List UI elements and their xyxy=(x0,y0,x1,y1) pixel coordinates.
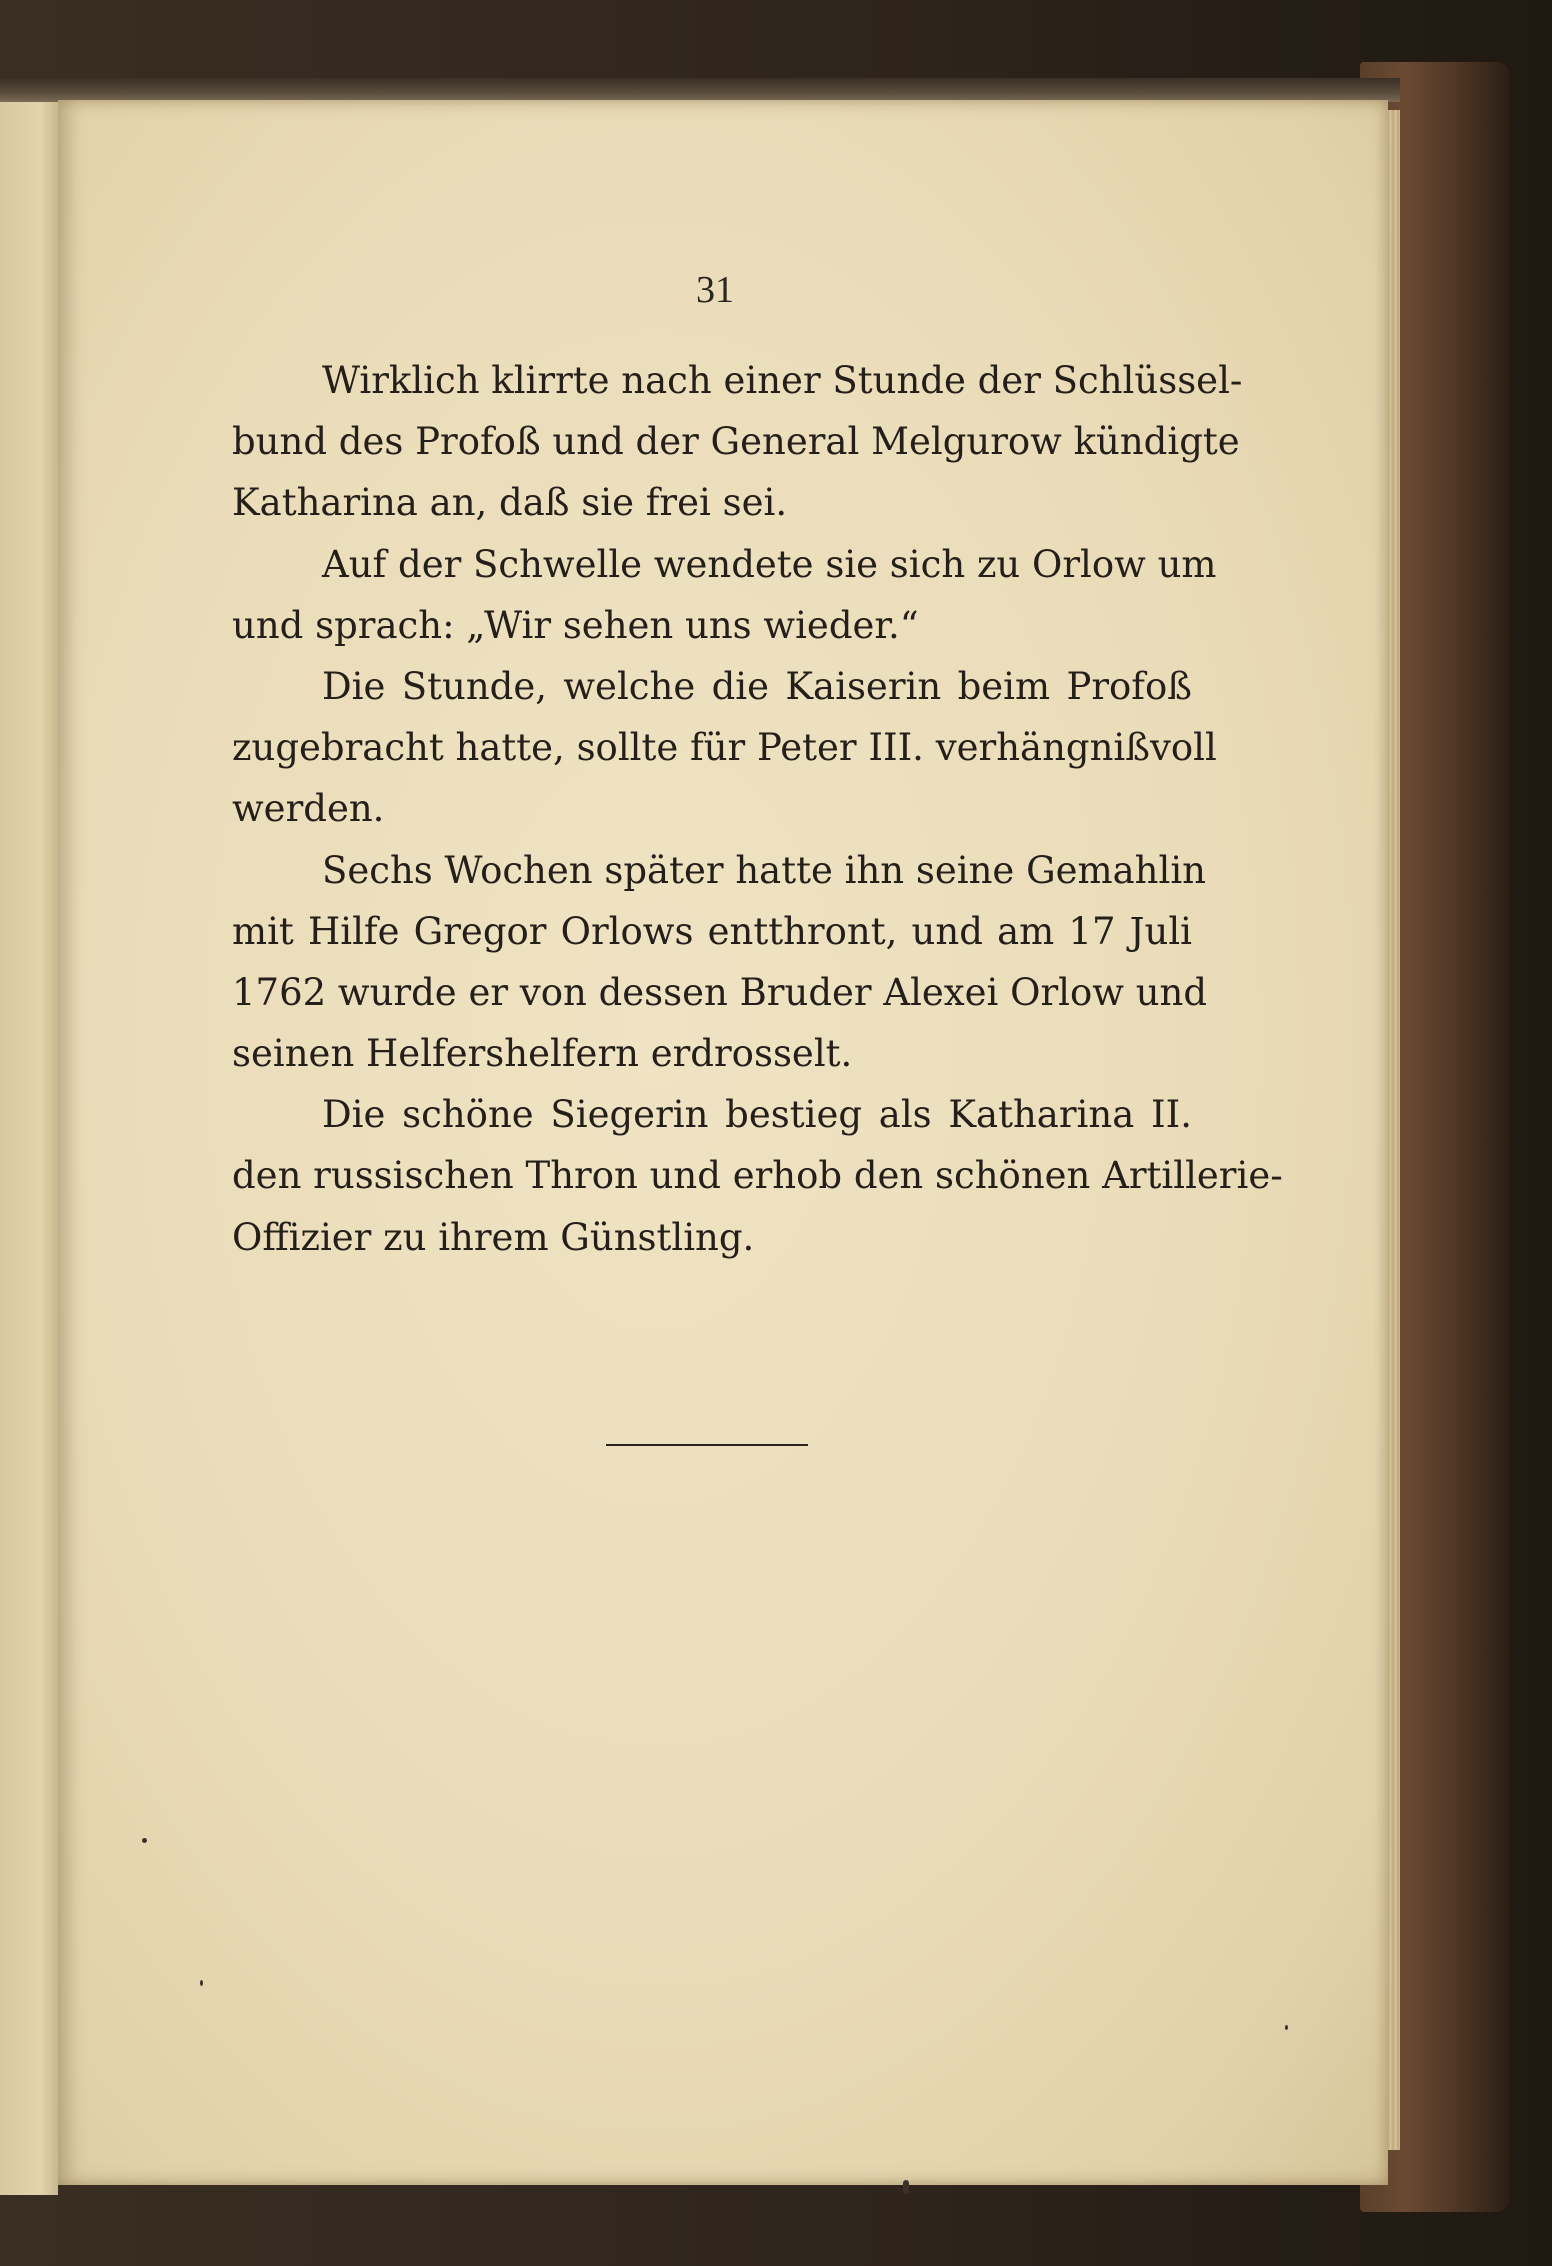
text-line: Offizier zu ihrem Günstling. xyxy=(232,1215,755,1259)
previous-page-edge xyxy=(0,95,58,2195)
paper-speck xyxy=(142,1838,147,1843)
text-line: Katharina an, daß sie frei sei. xyxy=(232,481,788,525)
text-line: werden. xyxy=(232,787,385,831)
text-line: Auf der Schwelle wendete sie sich zu Orlow um xyxy=(322,542,1217,586)
text-line: Wirklich klirrte nach einer Stunde der Schlüssel- xyxy=(322,359,1243,402)
text-line: und sprach: „Wir sehen uns wieder.“ xyxy=(232,603,919,647)
text-line: 1762 wurde er von dessen Bruder Alexei Orlow und xyxy=(232,970,1208,1014)
text-line: mit Hilfe Gregor Orlows entthront, und am 17 Juli xyxy=(232,909,1192,953)
text-line: seinen Helfershelfern erdrosselt. xyxy=(232,1032,853,1076)
top-binding-edge xyxy=(0,78,1400,102)
page-number: 31 xyxy=(696,269,734,311)
text-line: Die schöne Siegerin bestieg als Katharina II. xyxy=(322,1093,1192,1137)
text-line: Die Stunde, welche die Kaiserin beim Profoß xyxy=(322,664,1192,708)
text-line: den russischen Thron und erhob den schönen Artillerie- xyxy=(232,1154,1283,1198)
text-line: Sechs Wochen später hatte ihn seine Gemahlin xyxy=(322,848,1206,892)
paper-speck xyxy=(903,2180,909,2194)
paper-speck xyxy=(200,1980,203,1986)
text-line: bund des Profoß und der General Melgurow kündigte xyxy=(232,420,1240,464)
text-line: zugebracht hatte, sollte für Peter III. verhängnißvoll xyxy=(232,726,1217,770)
section-divider xyxy=(606,1444,808,1446)
page-text xyxy=(232,350,1283,1268)
paper-speck xyxy=(1285,2025,1288,2030)
